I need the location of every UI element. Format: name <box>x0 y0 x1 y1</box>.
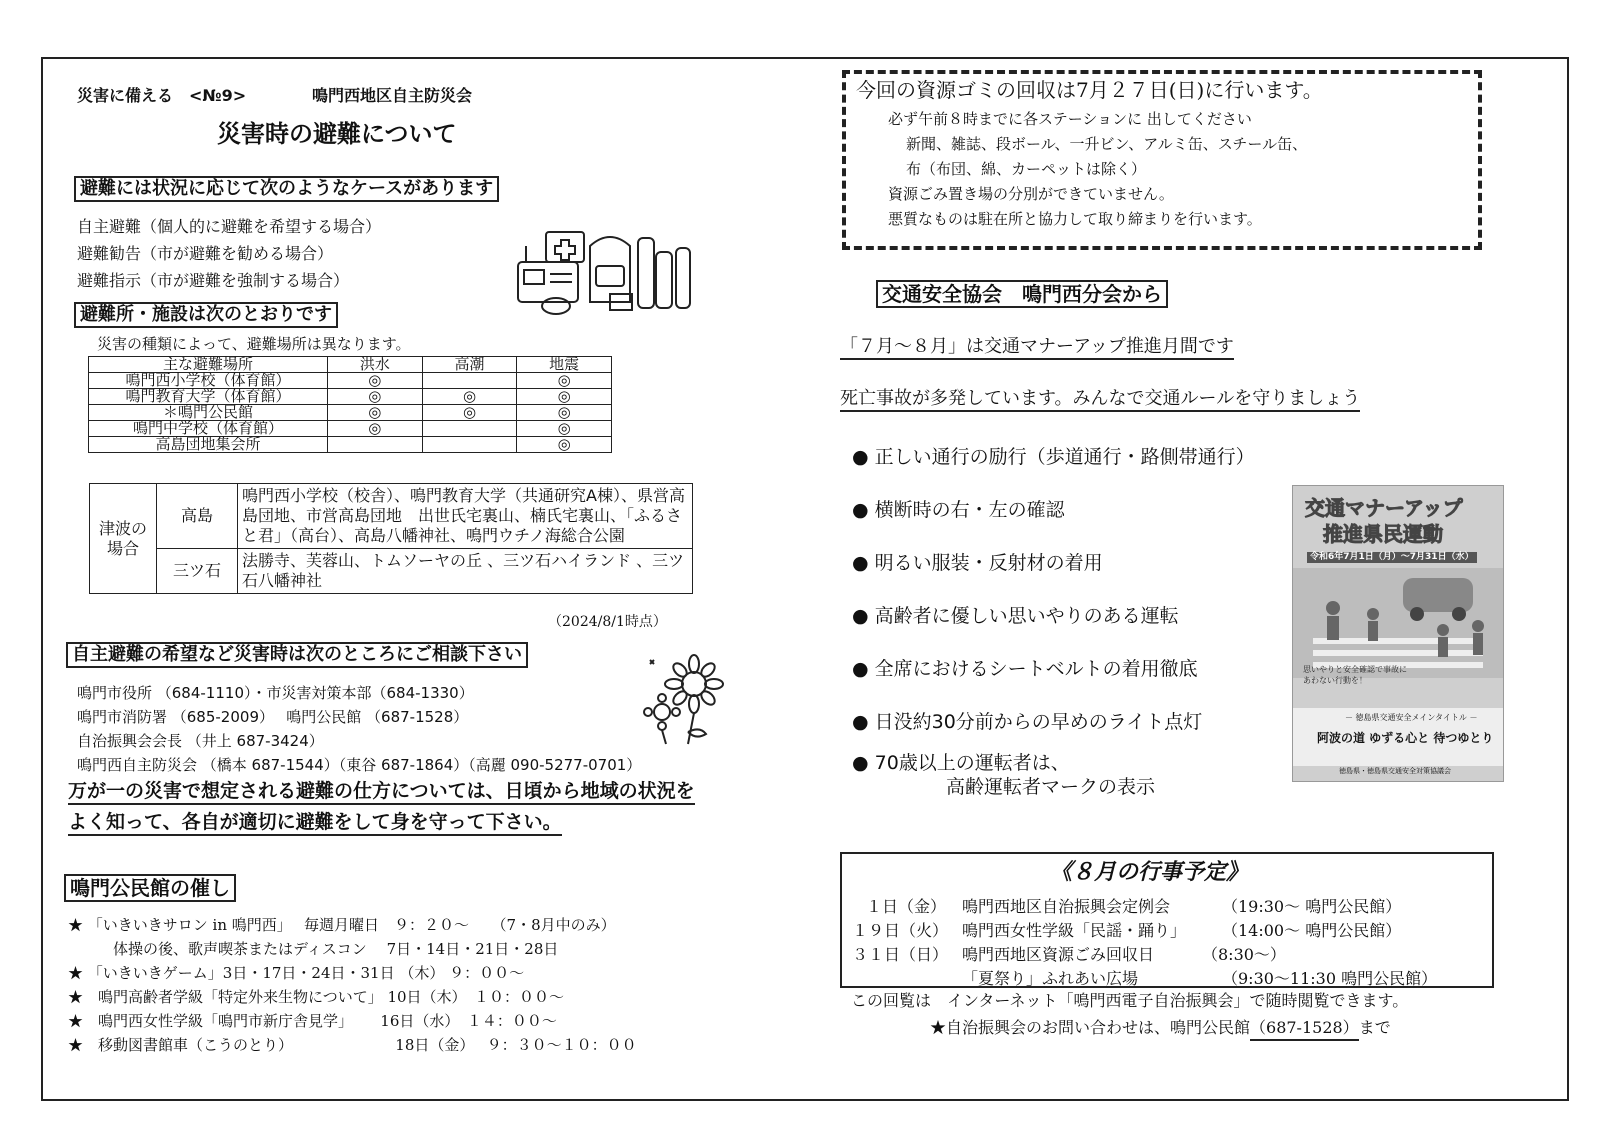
footer-contact-prefix: ★自治振興会のお問い合わせは、鳴門公民館 <box>930 1018 1251 1037</box>
schedule-date: １９日（火） <box>852 921 949 940</box>
table-cell <box>328 437 423 453</box>
schedule-date: １日（金） <box>866 897 947 916</box>
traffic-warning: 死亡事故が多発しています。みんなで交通ルールを守りましょう <box>840 390 1360 412</box>
table-header: 主な避難場所 <box>89 357 328 373</box>
table-cell: ◎ <box>517 421 612 437</box>
table-cell: ◎ <box>517 373 612 389</box>
garbage-line: 新聞、雑誌、段ボール、一升ビン、アルミ缶、スチール缶、 <box>906 135 1308 153</box>
garbage-title: 今回の資源ゴミの回収は7月２７日(日)に行います。 <box>856 78 1323 102</box>
traffic-point: ● 70歳以上の運転者は、 <box>852 752 1070 774</box>
poster-footer: 徳島県・徳島県交通安全対策協議会 <box>1339 767 1451 775</box>
schedule-title: 《８月の行事予定》 <box>1050 860 1249 885</box>
kominkan-heading: 鳴門公民館の催し <box>64 874 236 902</box>
poster-title: 推進県民運動 <box>1323 522 1443 546</box>
footer-contact-phone: （687-1528） <box>1250 1018 1359 1041</box>
table-cell: 鳴門中学校（体育館） <box>89 421 328 437</box>
schedule-event: 「夏祭り」ふれあい広場 <box>962 969 1139 988</box>
poster-crossing-illustration <box>1293 568 1503 678</box>
warning-line-1: 万が一の災害で想定される避難の仕方については、日頃から地域の状況を <box>68 782 695 805</box>
table-cell <box>422 421 517 437</box>
table-cell: ◎ <box>328 389 423 405</box>
table-cell <box>422 437 517 453</box>
page-title: 災害時の避難について <box>217 120 457 148</box>
event-line: ★ 「いきいきサロン in 鳴門西」 毎週月曜日 ９：２０～ （7・8月中のみ） <box>68 916 616 934</box>
table-row <box>90 549 693 594</box>
table-header: 高潮 <box>422 357 517 373</box>
tsunami-table <box>89 483 693 594</box>
poster-title: 交通マナーアップ <box>1305 496 1463 520</box>
table-header: 洪水 <box>328 357 423 373</box>
table-cell: 高島団地集会所 <box>89 437 328 453</box>
garbage-line: 悪質なものは駐在所と協力して取り締まりを行います。 <box>888 210 1262 228</box>
table-cell: ◎ <box>517 437 612 453</box>
event-line: ★ 「いきいきゲーム」3日・17日・24日・31日 （木） ９：００～ <box>68 964 525 982</box>
facilities-note: 災害の種類によって、避難場所は異なります。 <box>97 335 411 353</box>
table-cell: ◎ <box>517 405 612 421</box>
case-item: 避難指示（市が避難を強制する場合） <box>77 271 350 290</box>
case-item: 自主避難（個人的に避難を希望する場合） <box>77 217 382 236</box>
event-line: ★ 鳴門高齢者学級「特定外来生物について」 10日（木） １０：００～ <box>68 988 565 1006</box>
contact-line: 鳴門市役所 （684-1110）・市災害対策本部（684-1330） <box>77 684 474 702</box>
contact-line: 鳴門市消防署 （685-2009） 鳴門公民館 （687-1528） <box>77 708 469 726</box>
traffic-point: ● 正しい通行の励行（歩道通行・路側帯通行） <box>852 446 1255 468</box>
poster-slogan: 阿波の道 ゆずる心と 待つゆとり <box>1317 731 1494 745</box>
footer-note: この回覧は インターネット「鳴門西電子自治振興会」で随時閲覧できます。 <box>851 991 1409 1010</box>
emergency-kit-illustration <box>516 226 694 318</box>
traffic-month: 「７月～８月」は交通マナーアップ推進月間です <box>840 338 1234 360</box>
schedule-event: 鳴門西女性学級「民謡・踊り」 <box>962 921 1187 940</box>
event-line: ★ 移動図書館車（こうのとり） 18日（金） ９：３０～１０：００ <box>68 1036 637 1054</box>
garbage-line: 布（布団、綿、カーペットは除く） <box>906 160 1147 178</box>
tsunami-area: 三ツ石 <box>157 549 238 594</box>
traffic-point-continued: 高齢運転者マークの表示 <box>946 776 1156 798</box>
poster-bubble: 思いやりと安全確認で事故にあわない行動を！ <box>1303 665 1407 685</box>
traffic-heading: 交通安全協会 鳴門西分会から <box>876 280 1168 308</box>
contact-line: 自治振興会会長 （井上 687-3424） <box>77 732 324 750</box>
poster-label: － 徳島県交通安全メインタイトル － <box>1345 713 1478 722</box>
tsunami-places: 法勝寺、芙蓉山、トムソーヤの丘 、三ツ石ハイランド 、三ツ石八幡神社 <box>238 549 693 594</box>
traffic-point: ● 日没約30分前からの早めのライト点灯 <box>852 711 1203 733</box>
case-item: 避難勧告（市が避難を勧める場合） <box>77 244 334 263</box>
traffic-poster <box>1292 485 1504 782</box>
table-cell: ◎ <box>517 389 612 405</box>
table-cell: ◎ <box>328 405 423 421</box>
schedule-time: （9:30～11:30 鳴門公民館） <box>1222 969 1438 988</box>
warning-line-2: よく知って、各自が適切に避難をして身を守って下さい。 <box>68 813 562 836</box>
table-row <box>89 437 612 453</box>
tsunami-area: 高島 <box>157 484 238 549</box>
consult-heading: 自主避難の希望など災害時は次のところにご相談下さい <box>66 642 528 668</box>
contact-line: 鳴門西自主防災会 （橋本 687-1544）（東谷 687-1864）（高麗 090-5277-0701） <box>77 756 642 774</box>
table-cell: ◎ <box>422 405 517 421</box>
table-header: 地震 <box>517 357 612 373</box>
footer-contact-suffix: まで <box>1358 1018 1391 1037</box>
org-name: 鳴門西地区自主防災会 <box>312 86 473 105</box>
table-row <box>90 484 693 549</box>
garbage-line: 必ず午前８時までに各ステーションに 出してください <box>888 110 1252 128</box>
shelter-table <box>88 356 612 453</box>
event-line: 体操の後、歌声喫茶またはディスコン 7日・14日・21日・28日 <box>68 940 559 958</box>
table-cell: 鳴門教育大学（体育館） <box>89 389 328 405</box>
footer-contact <box>930 1020 1391 1036</box>
schedule-date: ３１日（日） <box>852 945 949 964</box>
table-cell: ◎ <box>328 373 423 389</box>
as-of-date: （2024/8/1時点） <box>548 614 667 630</box>
facilities-heading: 避難所・施設は次のとおりです <box>74 302 338 328</box>
sunflower-icon <box>636 654 726 746</box>
tsunami-places: 鳴門西小学校（校舎）、鳴門教育大学（共通研究A棟）、県営高島団地、市営高島団地 出世氏宅裏山、楠氏宅裏山、「ふるさと君」（高台）、高島八幡神社、鳴門ウチノ海総合公園 <box>238 484 693 549</box>
series-label: 災害に備える <№9> <box>77 86 247 105</box>
poster-period: 令和6年7月1日（月）～7月31日（水） <box>1307 552 1477 563</box>
schedule-time: （14:00～ 鳴門公民館） <box>1222 921 1402 940</box>
traffic-point: ● 全席におけるシートベルトの着用徹底 <box>852 658 1198 680</box>
table-cell: ◎ <box>328 421 423 437</box>
schedule-time: （19:30～ 鳴門公民館） <box>1222 897 1402 916</box>
traffic-point: ● 横断時の右・左の確認 <box>852 499 1065 521</box>
schedule-event: 鳴門西地区自治振興会定例会 <box>962 897 1171 916</box>
schedule-event: 鳴門西地区資源ごみ回収日 <box>962 945 1155 964</box>
event-line: ★ 鳴門西女性学級「鳴門市新庁舎見学」 16日（水） １４：００～ <box>68 1012 557 1030</box>
table-cell: ＊鳴門公民館 <box>89 405 328 421</box>
traffic-point: ● 高齢者に優しい思いやりのある運転 <box>852 605 1179 627</box>
table-cell: ◎ <box>422 389 517 405</box>
table-cell: 鳴門西小学校（体育館） <box>89 373 328 389</box>
garbage-line: 資源ごみ置き場の分別ができていません。 <box>888 185 1174 203</box>
traffic-point: ● 明るい服装・反射材の着用 <box>852 552 1103 574</box>
cases-heading: 避難には状況に応じて次のようなケースがあります <box>74 176 499 202</box>
tsunami-label: 津波の場合 <box>90 484 157 594</box>
schedule-time: （8:30～） <box>1202 945 1286 964</box>
